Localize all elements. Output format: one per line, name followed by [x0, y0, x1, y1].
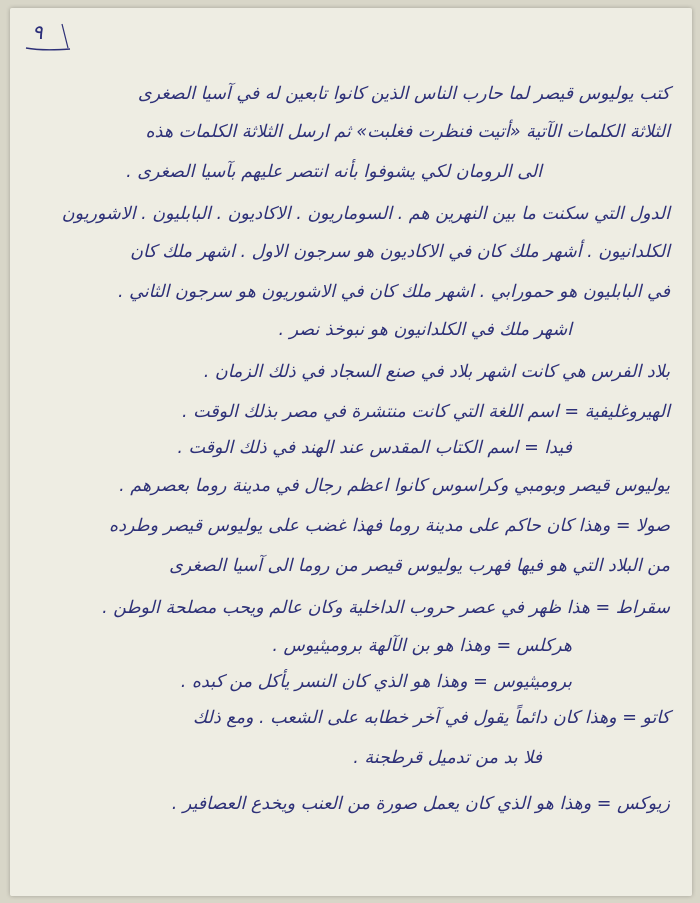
handwritten-page [10, 8, 692, 896]
text-line: فيدا = اسم الكتاب المقدس عند الهند في ذلك الوقت . [177, 438, 572, 458]
text-line: الهيروغليفية = اسم اللغة التي كانت منتشرة في مصر بذلك الوقت . [181, 402, 670, 422]
text-line: يوليوس قيصر وبومبي وكراسوس كانوا اعظم رجال في مدينة روما بعصرهم . [119, 476, 670, 496]
text-line: الثلاثة الكلمات الآتية «أتيت فنظرت فغلبت» ثم ارسل الثلاثة الكلمات هذه [145, 122, 670, 142]
text-line: صولا = وهذا كان حاكم على مدينة روما فهذا غضب على يوليوس قيصر وطرده [109, 516, 670, 536]
text-line: فلا بد من تدميل قرطجنة . [353, 748, 542, 768]
text-line: اشهر ملك في الكلدانيون هو نبوخذ نصر . [278, 320, 572, 340]
text-line: كتب يوليوس قيصر لما حارب الناس الذين كانوا تابعين له في آسيا الصغرى [137, 84, 670, 104]
page-number-underline [22, 18, 74, 54]
page-number: ٩ [32, 20, 43, 44]
text-line: الى الرومان لكي يشوفوا بأنه انتصر عليهم بآسيا الصغرى . [126, 162, 542, 182]
text-line: في البابليون هو حمورابي . اشهر ملك كان في الاشوريون هو سرجون الثاني . [117, 282, 670, 302]
text-line: بروميثيوس = وهذا هو الذي كان النسر يأكل من كبده . [180, 672, 572, 692]
text-line: من البلاد التي هو فيها فهرب يوليوس قيصر من روما الى آسيا الصغرى [169, 556, 670, 576]
text-line: سقراط = هذا ظهر في عصر حروب الداخلية وكان عالم ويحب مصلحة الوطن . [102, 598, 670, 618]
text-line: كاتو = وهذا كان دائماً يقول في آخر خطابه على الشعب . ومع ذلك [192, 708, 670, 728]
text-line: بلاد الفرس هي كانت اشهر بلاد في صنع السجاد في ذلك الزمان . [203, 362, 670, 382]
text-line: الكلدانيون . أشهر ملك كان في الاكاديون هو سرجون الاول . اشهر ملك كان [130, 242, 670, 262]
text-line: هركلس = وهذا هو بن الآلهة بروميثيوس . [272, 636, 572, 656]
text-line: الدول التي سكنت ما بين النهرين هم . السوماريون . الاكاديون . البابليون . الاشوريون [61, 204, 670, 224]
text-line: زيوكس = وهذا هو الذي كان يعمل صورة من العنب ويخدع العصافير . [171, 794, 670, 814]
